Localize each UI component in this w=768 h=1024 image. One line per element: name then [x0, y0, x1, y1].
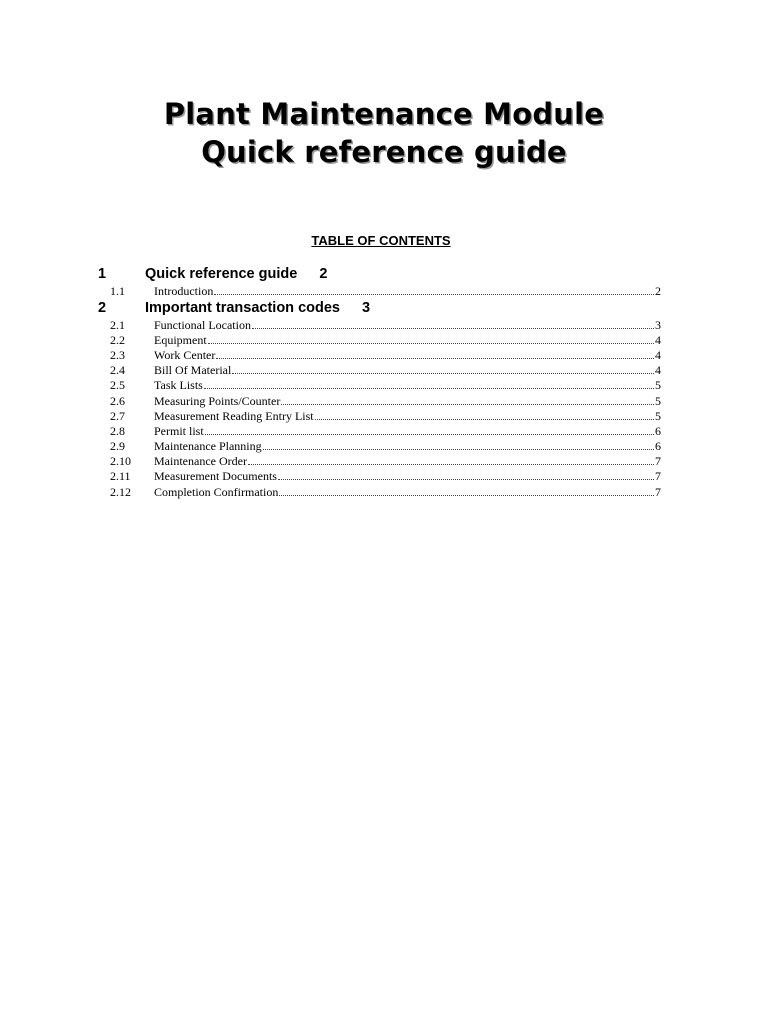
toc-entry[interactable] — [110, 378, 661, 393]
toc-entry-label: Bill Of Material — [154, 363, 232, 377]
toc-entry[interactable] — [110, 424, 661, 439]
dot-leader — [263, 439, 654, 450]
toc-entry-page: 5 — [655, 378, 661, 392]
toc-entry-page: 3 — [655, 318, 661, 332]
dot-leader — [252, 318, 654, 329]
toc-heading: TABLE OF CONTENTS — [311, 233, 451, 248]
toc-entry[interactable] — [110, 348, 661, 363]
toc-entry-page: 6 — [655, 424, 661, 438]
toc-entry[interactable] — [110, 394, 661, 409]
toc-entry-number: 2.3 — [110, 348, 125, 362]
toc-entry-number: 2.8 — [110, 424, 125, 438]
toc-entry-page: 7 — [655, 485, 661, 499]
toc-entry[interactable] — [110, 469, 661, 484]
toc-entry-label: Completion Confirmation — [154, 485, 279, 499]
dot-leader — [214, 284, 654, 295]
toc-section-number: 1 — [98, 266, 107, 282]
dot-leader — [279, 485, 654, 496]
toc-entry-label: Measuring Points/Counter — [154, 394, 281, 408]
dot-leader — [281, 394, 654, 405]
dot-leader — [278, 469, 654, 480]
toc-entry-page: 2 — [655, 284, 661, 298]
toc-entry[interactable] — [110, 318, 661, 333]
toc-entry-label: Work Center — [154, 348, 216, 362]
toc-entry-page: 7 — [655, 469, 661, 483]
toc-section-label: Important transaction codes — [145, 300, 340, 316]
toc-entry-number: 2.7 — [110, 409, 125, 423]
dot-leader — [205, 424, 654, 435]
toc-entry-label: Maintenance Planning — [154, 439, 262, 453]
toc-entry[interactable] — [110, 284, 661, 299]
dot-leader — [315, 409, 654, 420]
toc-entry[interactable] — [110, 363, 661, 378]
toc-section-page: 2 — [319, 266, 328, 282]
toc-entry-number: 2.11 — [110, 469, 131, 483]
toc-section-label: Quick reference guide — [145, 266, 298, 282]
document-title-line-2: Quick reference guide — [201, 135, 567, 169]
toc-entry-number: 2.10 — [110, 454, 131, 468]
toc-entry[interactable] — [110, 439, 661, 454]
toc-entry-page: 4 — [655, 363, 661, 377]
toc-entry-page: 5 — [655, 394, 661, 408]
dot-leader — [232, 363, 654, 374]
toc-entry-label: Introduction — [154, 284, 214, 298]
dot-leader — [208, 333, 654, 344]
toc-entry-number: 2.9 — [110, 439, 125, 453]
toc-entry-label: Permit list — [154, 424, 204, 438]
toc-entry-page: 4 — [655, 348, 661, 362]
toc-section-number: 2 — [98, 300, 107, 316]
toc-section-title — [145, 300, 370, 316]
toc-entry-label: Equipment — [154, 333, 207, 347]
toc-entry-label: Task Lists — [154, 378, 203, 392]
toc-entry-page: 7 — [655, 454, 661, 468]
toc-entry-number: 2.1 — [110, 318, 125, 332]
toc-entry[interactable] — [110, 454, 661, 469]
toc-entry-label: Maintenance Order — [154, 454, 247, 468]
toc-section-page: 3 — [361, 300, 371, 316]
toc-entry-label: Measurement Reading Entry List — [154, 409, 314, 423]
toc-entry-page: 5 — [655, 409, 661, 423]
toc-entry-page: 6 — [655, 439, 661, 453]
toc-entry-number: 2.12 — [110, 485, 131, 499]
document-title-line-1: Plant Maintenance Module — [163, 97, 605, 131]
dot-leader — [204, 378, 654, 389]
toc-section-title — [145, 266, 327, 282]
toc-entry-number: 2.4 — [110, 363, 125, 377]
toc-entry-number: 2.2 — [110, 333, 125, 347]
toc-entry-page: 4 — [655, 333, 661, 347]
dot-leader — [216, 348, 654, 359]
toc-entry-number: 2.6 — [110, 394, 125, 408]
toc-entry[interactable] — [110, 333, 661, 348]
dot-leader — [248, 454, 654, 465]
toc-entry-label: Measurement Documents — [154, 469, 277, 483]
toc-entry[interactable] — [110, 409, 661, 424]
toc-entry[interactable] — [110, 485, 661, 500]
toc-entry-number: 1.1 — [110, 284, 125, 298]
toc-entry-label: Functional Location — [154, 318, 251, 332]
toc-entry-number: 2.5 — [110, 378, 125, 392]
